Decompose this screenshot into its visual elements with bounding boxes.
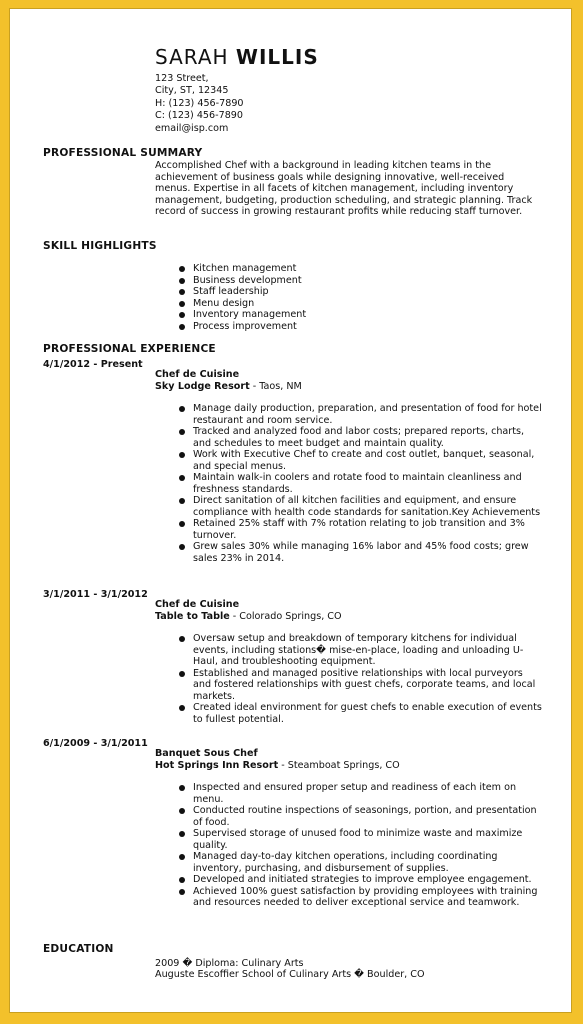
job-dates: 3/1/2011 - 3/1/2012: [43, 589, 148, 600]
bullet-icon: [179, 324, 185, 330]
list-item: Manage daily production, preparation, and presentation of food for hotel restaurant and room service.: [178, 403, 543, 426]
list-item: Managed day-to-day kitchen operations, including coordinating inventory, purchasing, and disbursement of supplies.: [178, 851, 543, 874]
bullet-icon: [179, 475, 185, 481]
contact-city: City, ST, 12345: [155, 85, 229, 97]
employer-name: Sky Lodge Resort: [155, 381, 250, 392]
bullet-icon: [179, 278, 185, 284]
list-item: Grew sales 30% while managing 16% labor and 45% food costs; grew sales 23% in 2014.: [178, 541, 543, 564]
list-item: Business development: [178, 275, 528, 287]
list-item: Achieved 100% guest satisfaction by providing employees with training and resources needed to deliver exceptional service and teamwork.: [178, 886, 543, 909]
bullet-icon: [179, 498, 185, 504]
bullet-icon: [179, 452, 185, 458]
bullet-icon: [179, 266, 185, 272]
employer-location: - Steamboat Springs, CO: [278, 760, 400, 771]
employer-location: - Taos, NM: [249, 381, 302, 392]
list-item: Maintain walk-in coolers and rotate food to maintain cleanliness and freshness standards.: [178, 472, 543, 495]
candidate-name: [155, 45, 319, 69]
job-title: Chef de Cuisine: [155, 599, 240, 610]
list-item: Established and managed positive relationships with local purveyors and fostered relationships with guest chefs, corporate teams, and local markets.: [178, 668, 543, 703]
last-name: WILLIS: [235, 45, 319, 69]
education-school: Auguste Escoffier School of Culinary Arts � Boulder, CO: [155, 969, 425, 980]
employer-name: Table to Table: [155, 611, 230, 622]
bullet-icon: [179, 877, 185, 883]
job-bullets: [178, 782, 543, 909]
bullet-icon: [179, 289, 185, 295]
contact-street: 123 Street,: [155, 73, 209, 84]
list-item: Conducted routine inspections of seasonings, portion, and presentation of food.: [178, 805, 543, 828]
list-item: Developed and initiated strategies to improve employee engagement.: [178, 874, 543, 886]
summary-heading: PROFESSIONAL SUMMARY: [43, 147, 203, 159]
job-bullets: [178, 403, 543, 564]
resume-page: [9, 8, 572, 1013]
bullet-icon: [179, 808, 185, 814]
experience-heading: PROFESSIONAL EXPERIENCE: [43, 343, 216, 355]
bullet-icon: [179, 312, 185, 318]
list-item: Work with Executive Chef to create and cost outlet, banquet, seasonal, and special menus.: [178, 449, 543, 472]
bullet-icon: [179, 429, 185, 435]
bullet-icon: [179, 406, 185, 412]
bullet-icon: [179, 854, 185, 860]
list-item: Retained 25% staff with 7% rotation relating to job transition and 3% turnover.: [178, 518, 543, 541]
education-degree: 2009 � Diploma: Culinary Arts: [155, 958, 304, 969]
bullet-icon: [179, 301, 185, 307]
bullet-icon: [179, 671, 185, 677]
bullet-icon: [179, 705, 185, 711]
job-title: Chef de Cuisine: [155, 369, 240, 380]
list-item: Created ideal environment for guest chefs to enable execution of events to fullest potential.: [178, 702, 543, 725]
list-item: Inventory management: [178, 309, 528, 321]
list-item: Tracked and analyzed food and labor costs; prepared reports, charts, and schedules to meet budget and maintain quality.: [178, 426, 543, 449]
contact-info: [155, 73, 244, 135]
education-heading: EDUCATION: [43, 943, 114, 955]
bullet-icon: [179, 521, 185, 527]
list-item: Kitchen management: [178, 263, 528, 275]
bullet-icon: [179, 544, 185, 550]
contact-cell-phone: C: (123) 456-7890: [155, 110, 244, 122]
skills-heading: SKILL HIGHLIGHTS: [43, 240, 157, 252]
job-employer: [155, 760, 400, 771]
bullet-icon: [179, 831, 185, 837]
list-item: Inspected and ensured proper setup and readiness of each item on menu.: [178, 782, 543, 805]
contact-email: email@isp.com: [155, 122, 229, 134]
list-item: Process improvement: [178, 321, 528, 333]
employer-location: - Colorado Springs, CO: [229, 611, 342, 622]
bullet-icon: [179, 636, 185, 642]
skills-list: [178, 263, 528, 332]
bullet-icon: [179, 889, 185, 895]
list-item: Staff leadership: [178, 286, 528, 298]
contact-home-phone: H: (123) 456-7890: [155, 97, 244, 109]
first-name: SARAH: [155, 45, 229, 69]
job-employer: [155, 611, 342, 622]
job-dates: 6/1/2009 - 3/1/2011: [43, 738, 148, 749]
bullet-icon: [179, 785, 185, 791]
list-item: Supervised storage of unused food to minimize waste and maximize quality.: [178, 828, 543, 851]
summary-text: Accomplished Chef with a background in leading kitchen teams in the achievement of business goals while designing innovative, well-received menus. Expertise in all facets of kitchen management, including inventory management, budgeting, production scheduling, and strategic planning. Track record of success in growing restaurant profits while reducing staff turnover.: [155, 160, 533, 217]
list-item: Direct sanitation of all kitchen facilities and equipment, and ensure compliance with health code standards for sanitation.Key Achievements: [178, 495, 543, 518]
list-item: Oversaw setup and breakdown of temporary kitchens for individual events, including stations� mise-en-place, loading and unloading U-Haul, and troubleshooting equipment.: [178, 633, 543, 668]
job-bullets: [178, 633, 543, 725]
employer-name: Hot Springs Inn Resort: [155, 760, 279, 771]
job-employer: [155, 381, 302, 392]
job-dates: 4/1/2012 - Present: [43, 359, 143, 370]
job-title: Banquet Sous Chef: [155, 748, 258, 759]
list-item: Menu design: [178, 298, 528, 310]
